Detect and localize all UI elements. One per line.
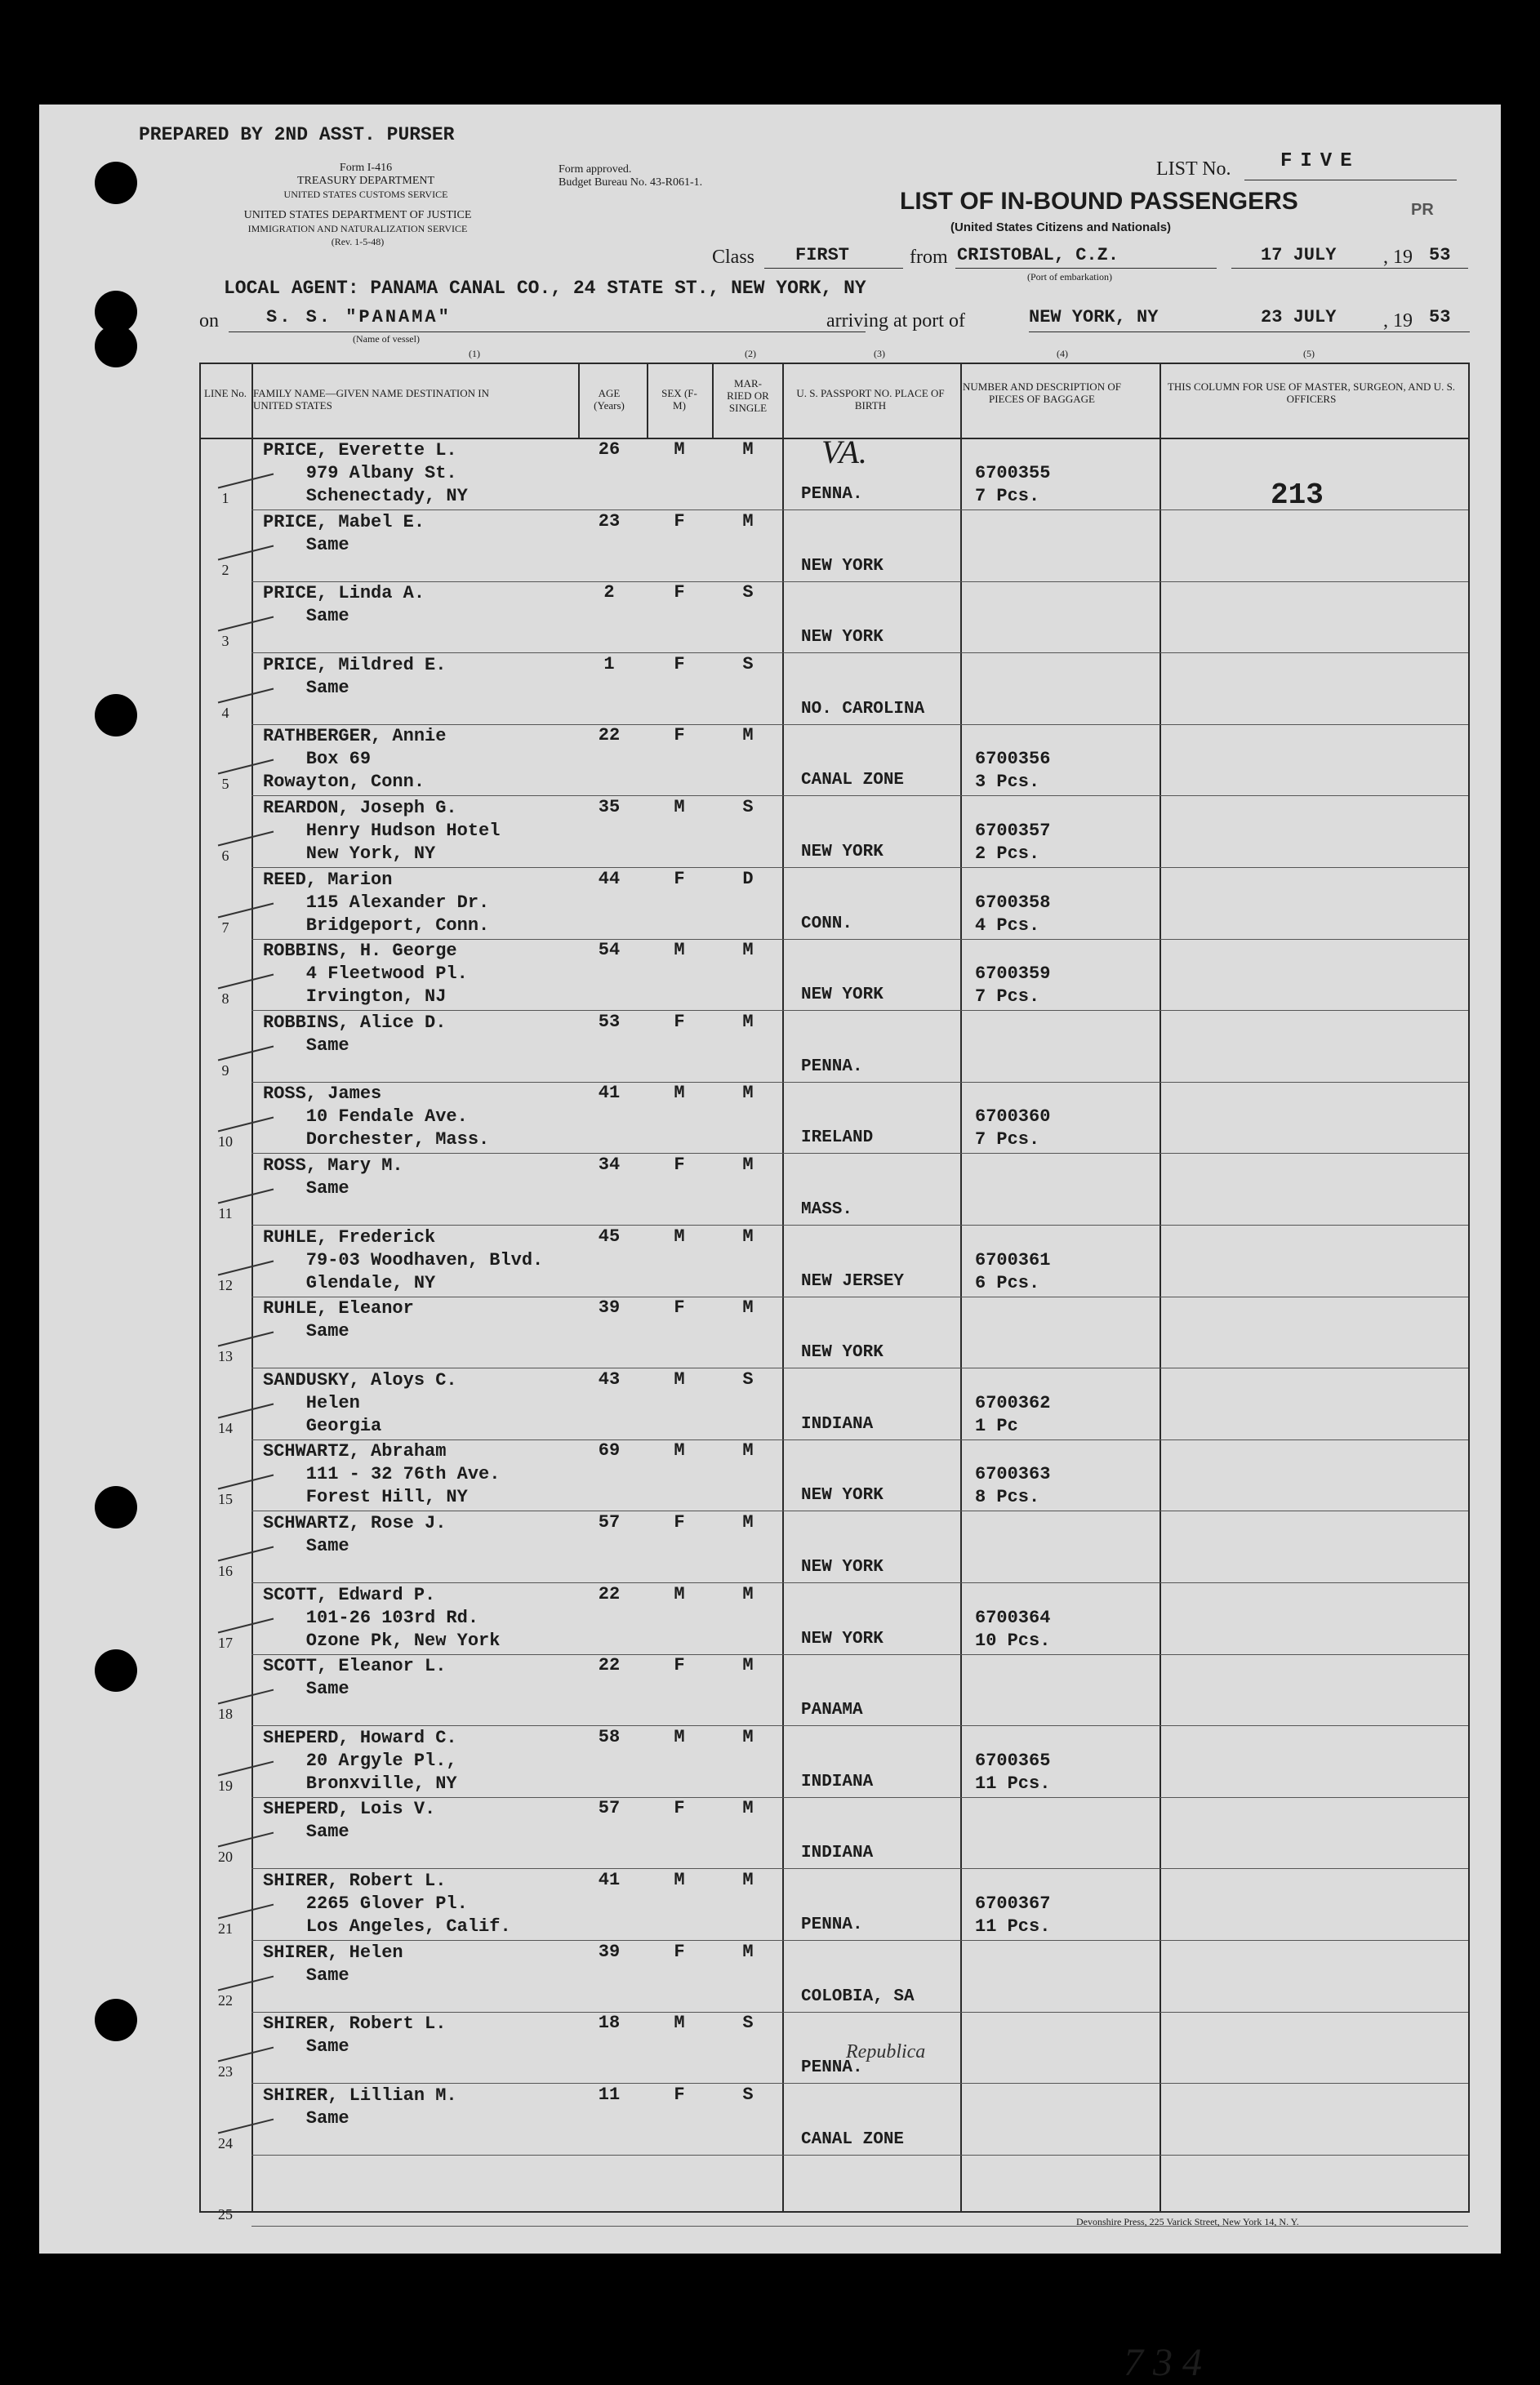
col-num-3: (3) [874, 348, 885, 359]
annotation-republica: Republica [846, 2041, 926, 2062]
page-title: LIST OF IN-BOUND PASSENGERS [900, 188, 1298, 215]
passenger-marital: S [742, 653, 754, 674]
manifest-page [39, 105, 1501, 2384]
place-of-birth: PANAMA [801, 1701, 863, 1720]
passenger-name: SHEPERD, Lois V. Same [263, 1799, 436, 1843]
line-number: 18 [218, 1706, 233, 1723]
form-agency-block [268, 162, 464, 201]
passenger-sex: F [674, 1155, 685, 1175]
arrival-date: 23 JULY [1261, 307, 1337, 327]
passenger-name: PRICE, Mildred E. Same [263, 654, 447, 698]
place-of-birth: NEW YORK [801, 986, 883, 1005]
table-row [201, 725, 1468, 797]
passenger-age: 53 [598, 1011, 621, 1032]
passenger-age: 11 [598, 2084, 621, 2105]
footer-printer: Devonshire Press, 225 Varick Street, New York 14, N. Y. [1076, 2216, 1299, 2227]
revision: (Rev. 1-5-48) [331, 236, 385, 247]
baggage-info: 6700364 10 Pcs. [975, 1607, 1051, 1651]
passenger-marital: M [742, 439, 754, 460]
passenger-marital: M [742, 1083, 754, 1104]
passenger-name: SHIRER, Lillian M. Same [263, 2085, 457, 2129]
passenger-name: SCOTT, Eleanor L. Same [263, 1656, 447, 1700]
line-number: 22 [218, 1991, 233, 2009]
place-of-birth: NEW YORK [801, 843, 883, 861]
passenger-sex: M [674, 940, 685, 961]
place-of-birth: NEW YORK [801, 1486, 883, 1506]
place-of-birth: PENNA. [801, 2058, 863, 2078]
passenger-marital: M [742, 1440, 754, 1462]
table-row [201, 1942, 1468, 2013]
approval-block [559, 163, 702, 189]
baggage-info: 6700358 4 Pcs. [975, 892, 1051, 936]
passenger-marital: M [742, 1941, 754, 1962]
passenger-age: 39 [598, 1941, 621, 1962]
place-of-birth: COLOBIA, SA [801, 1987, 915, 2006]
table-row [201, 1440, 1468, 1512]
place-of-birth: PENNA. [801, 1057, 863, 1076]
passenger-marital: M [742, 1870, 754, 1890]
line-number: 19 [218, 1777, 233, 1794]
col-header-sex: SEX (F-M) [661, 387, 697, 412]
passenger-sex: M [674, 797, 685, 817]
line-number: 4 [221, 704, 229, 721]
class-value: FIRST [795, 245, 850, 265]
passenger-name: ROBBINS, H. George 4 Fleetwood Pl. Irvington, NJ [263, 941, 468, 1008]
local-agent: LOCAL AGENT: PANAMA CANAL CO., 24 STATE ST., NEW YORK, NY [224, 278, 866, 299]
passenger-age: 54 [598, 940, 621, 961]
col-header-line: LINE No. [204, 387, 247, 399]
passenger-sex: F [674, 1297, 685, 1319]
form-number: Form I-416 [339, 162, 393, 174]
passenger-sex: F [674, 725, 685, 746]
passenger-sex: F [674, 653, 685, 674]
passenger-sex: F [674, 1011, 685, 1032]
passenger-age: 57 [598, 1798, 621, 1819]
prepared-by: PREPARED BY 2ND ASST. PURSER [139, 124, 455, 145]
line-number: 13 [218, 1348, 233, 1365]
passenger-marital: M [742, 940, 754, 961]
baggage-info: 6700355 7 Pcs. [975, 463, 1051, 506]
justice-dept: UNITED STATES DEPARTMENT OF JUSTICE [243, 209, 472, 221]
passenger-age: 69 [598, 1440, 621, 1462]
col-num-5: (5) [1303, 348, 1315, 359]
depart-date: 17 JULY [1261, 245, 1337, 265]
table-row [201, 2013, 1468, 2085]
place-of-birth: CONN. [801, 914, 853, 933]
table-row [201, 582, 1468, 654]
passenger-age: 58 [598, 1726, 621, 1747]
vessel-label: (Name of vessel) [353, 333, 420, 345]
line-number: 7 [221, 919, 229, 936]
col-header-baggage: NUMBER AND DESCRIPTION OF PIECES OF BAGGAGE [963, 380, 1121, 405]
table-row [201, 940, 1468, 1012]
passenger-age: 44 [598, 868, 621, 889]
passenger-name: PRICE, Linda A. Same [263, 583, 425, 627]
customs-service: UNITED STATES CUSTOMS SERVICE [283, 189, 448, 200]
passenger-sex: M [674, 1368, 685, 1390]
budget-bureau: Budget Bureau No. 43-R061-1. [559, 176, 703, 189]
col-header-passport: U. S. PASSPORT NO. PLACE OF BIRTH [796, 387, 945, 412]
passenger-marital: M [742, 1297, 754, 1319]
col-header-officers: THIS COLUMN FOR USE OF MASTER, SURGEON, AND U. S. OFFICERS [1167, 380, 1456, 405]
officer-note: 213 [1271, 478, 1324, 512]
line-number: 8 [221, 990, 229, 1008]
line-number: 5 [221, 776, 229, 793]
line-number: 16 [218, 1563, 233, 1579]
embark-label: (Port of embarkation) [1027, 271, 1112, 283]
line-number: 1 [221, 490, 229, 506]
passenger-age: 34 [598, 1155, 621, 1175]
passenger-marital: M [742, 1655, 754, 1676]
passenger-age: 22 [598, 1583, 621, 1604]
list-no-label: LIST No. [1156, 158, 1231, 180]
passenger-sex: M [674, 1440, 685, 1462]
line-number: 6 [221, 848, 229, 864]
place-of-birth: PENNA. [801, 1916, 863, 1934]
baggage-info: 6700363 8 Pcs. [975, 1464, 1051, 1508]
passenger-marital: S [742, 2084, 754, 2105]
col-num-4: (4) [1057, 348, 1068, 359]
passenger-sex: M [674, 1583, 685, 1604]
place-of-birth: NEW YORK [801, 556, 883, 576]
col-header-name: FAMILY NAME—GIVEN NAME DESTINATION IN UNITED STATES [253, 387, 490, 412]
passenger-sex: M [674, 2013, 685, 2034]
passenger-name: REARDON, Joseph G. Henry Hudson Hotel New York, NY [263, 798, 501, 864]
on-label: on [199, 310, 219, 331]
passenger-marital: M [742, 1583, 754, 1604]
table-row [201, 1584, 1468, 1656]
passenger-marital: D [742, 868, 754, 889]
immigration-service: IMMIGRATION AND NATURALIZATION SERVICE [247, 223, 468, 234]
line-number: 17 [218, 1634, 233, 1651]
passenger-sex: M [674, 1083, 685, 1104]
table-row [201, 1727, 1468, 1799]
passenger-age: 22 [598, 725, 621, 746]
table-row [201, 654, 1468, 726]
baggage-info: 6700361 6 Pcs. [975, 1249, 1051, 1293]
baggage-info: 6700356 3 Pcs. [975, 749, 1051, 793]
arrival-year: 53 [1429, 307, 1451, 327]
place-of-birth: INDIANA [801, 1844, 874, 1863]
passenger-name: RATHBERGER, Annie Box 69 Rowayton, Conn. [263, 726, 447, 793]
passenger-age: 35 [598, 797, 621, 817]
line-number: 10 [218, 1133, 233, 1150]
passenger-sex: M [674, 439, 685, 460]
passenger-age: 45 [598, 1226, 621, 1247]
arrival-port: NEW YORK, NY [1029, 307, 1159, 327]
table-row [201, 511, 1468, 583]
depart-year: 53 [1429, 245, 1451, 265]
passenger-name: SCHWARTZ, Abraham 111 - 32 76th Ave. Forest Hill, NY [263, 1441, 501, 1508]
baggage-info: 6700359 7 Pcs. [975, 963, 1051, 1008]
passenger-age: 39 [598, 1297, 621, 1319]
place-of-birth: PENNA. [801, 485, 863, 504]
passenger-name: PRICE, Mabel E. Same [263, 511, 425, 555]
passenger-marital: M [742, 1512, 754, 1533]
passenger-sex: F [674, 1798, 685, 1819]
passenger-marital: M [742, 725, 754, 746]
table-row [201, 797, 1468, 869]
passenger-name: SHIRER, Robert L. 2265 Glover Pl. Los Angeles, Calif. [263, 1871, 511, 1937]
punch-hole [95, 162, 137, 204]
list-no-value: FIVE [1280, 150, 1360, 172]
passenger-sex: M [674, 1226, 685, 1247]
place-of-birth: NEW YORK [801, 1558, 883, 1577]
table-row [201, 1369, 1468, 1441]
passenger-age: 22 [598, 1655, 621, 1676]
place-of-birth: INDIANA [801, 1772, 874, 1791]
line-number: 25 [218, 2206, 233, 2223]
passenger-marital: M [742, 1798, 754, 1819]
from-label: from [910, 247, 948, 268]
passenger-marital: M [742, 1011, 754, 1032]
passenger-sex: F [674, 868, 685, 889]
passenger-name: SHIRER, Helen Same [263, 1942, 403, 1986]
baggage-info: 6700360 7 Pcs. [975, 1106, 1051, 1150]
line-number: 23 [218, 2063, 233, 2080]
passenger-marital: S [742, 1368, 754, 1390]
table-row [201, 1155, 1468, 1226]
passenger-name: SHEPERD, Howard C. 20 Argyle Pl., Bronxville, NY [263, 1727, 457, 1794]
line-number: 9 [221, 1061, 229, 1079]
punch-hole [95, 1649, 137, 1692]
passenger-age: 43 [598, 1368, 621, 1390]
page-subtitle: (United States Citizens and Nationals) [950, 220, 1172, 234]
passenger-age: 1 [603, 653, 615, 674]
passenger-sex: F [674, 510, 685, 532]
arrival-year-prefix: , 19 [1383, 310, 1413, 331]
place-of-birth: NEW YORK [801, 628, 883, 647]
table-row [201, 1012, 1468, 1083]
line-number: 11 [218, 1205, 233, 1221]
passenger-marital: S [742, 2013, 754, 2034]
punch-hole [95, 1486, 137, 1528]
table-row [201, 869, 1468, 941]
place-of-birth: IRELAND [801, 1128, 874, 1148]
table-row [201, 2085, 1468, 2156]
place-of-birth: NEW JERSEY [801, 1271, 905, 1291]
passenger-name: SCOTT, Edward P. 101-26 103rd Rd. Ozone Pk, New York [263, 1584, 501, 1651]
baggage-info: 6700357 2 Pcs. [975, 821, 1051, 864]
passenger-sex: F [674, 1655, 685, 1676]
place-of-birth: CANAL ZONE [801, 771, 905, 790]
line-number: 12 [218, 1276, 233, 1293]
passenger-marital: M [742, 1226, 754, 1247]
form-approved: Form approved. [559, 163, 632, 176]
table-row [201, 1083, 1468, 1155]
line-number: 14 [218, 1419, 233, 1436]
treasury-dept: TREASURY DEPARTMENT [296, 175, 435, 187]
table-row [201, 1297, 1468, 1369]
col-header-age: AGE (Years) [594, 387, 625, 412]
baggage-info: 6700365 11 Pcs. [975, 1750, 1051, 1794]
signature-note: 7 3 4 [1124, 2341, 1202, 2384]
line-number: 20 [218, 1849, 233, 1866]
table-row [201, 1798, 1468, 1870]
margin-mark: PR [1411, 201, 1434, 219]
passenger-marital: M [742, 1155, 754, 1175]
passenger-sex: M [674, 1726, 685, 1747]
passenger-name: RUHLE, Frederick 79-03 Woodhaven, Blvd. Glendale, NY [263, 1226, 544, 1293]
punch-hole [95, 325, 137, 367]
line-number: 21 [218, 1920, 233, 1937]
table-row [201, 1655, 1468, 1727]
place-of-birth: NO. CAROLINA [801, 699, 925, 719]
passenger-age: 23 [598, 510, 621, 532]
passenger-name: ROSS, Mary M. Same [263, 1155, 403, 1199]
passenger-name: SHIRER, Robert L. Same [263, 2013, 447, 2058]
justice-block [194, 209, 521, 248]
vessel-name: S. S. "PANAMA" [266, 307, 452, 327]
place-of-birth: CANAL ZONE [801, 2129, 905, 2149]
annotation-va: VA. [821, 434, 867, 470]
arriving-label: arriving at port of [826, 310, 965, 331]
place-of-birth: NEW YORK [801, 1629, 883, 1649]
line-number: 24 [218, 2134, 233, 2151]
passenger-age: 57 [598, 1512, 621, 1533]
line-number: 2 [221, 561, 229, 578]
passenger-name: RUHLE, Eleanor Same [263, 1298, 414, 1342]
punch-hole [95, 1999, 137, 2041]
passenger-age: 41 [598, 1870, 621, 1890]
table-row [201, 1870, 1468, 1942]
passenger-age: 41 [598, 1083, 621, 1104]
passenger-age: 18 [598, 2013, 621, 2034]
passenger-marital: M [742, 510, 754, 532]
passenger-sex: F [674, 1512, 685, 1533]
col-num-1: (1) [469, 348, 480, 359]
depart-year-prefix: , 19 [1383, 247, 1413, 268]
table-row [201, 1226, 1468, 1298]
line-number: 15 [218, 1491, 233, 1508]
passenger-name: SANDUSKY, Aloys C. Helen Georgia [263, 1369, 457, 1436]
passenger-marital: S [742, 797, 754, 817]
line-number: 3 [221, 633, 229, 650]
place-of-birth: NEW YORK [801, 1343, 883, 1363]
passenger-marital: M [742, 1726, 754, 1747]
passenger-name: SCHWARTZ, Rose J. Same [263, 1513, 447, 1556]
place-of-birth: MASS. [801, 1200, 853, 1219]
class-label: Class [712, 247, 755, 268]
passenger-sex: F [674, 2084, 685, 2105]
passenger-name: PRICE, Everette L. 979 Albany St. Schenectady, NY [263, 440, 468, 506]
passenger-sex: F [674, 1941, 685, 1962]
table-row [201, 1512, 1468, 1584]
passenger-marital: S [742, 582, 754, 603]
punch-hole [95, 694, 137, 736]
passenger-age: 26 [598, 439, 621, 460]
col-header-married: MAR-RIED OR SINGLE [727, 377, 769, 414]
baggage-info: 6700367 11 Pcs. [975, 1893, 1051, 1937]
passenger-name: REED, Marion 115 Alexander Dr. Bridgeport, Conn. [263, 869, 490, 936]
baggage-info: 6700362 1 Pc [975, 1392, 1051, 1436]
passenger-name: ROBBINS, Alice D. Same [263, 1012, 447, 1056]
col-num-2: (2) [745, 348, 756, 359]
place-of-birth: INDIANA [801, 1414, 874, 1434]
from-value: CRISTOBAL, C.Z. [957, 245, 1119, 265]
passenger-age: 2 [603, 582, 615, 603]
passenger-sex: M [674, 1870, 685, 1890]
passenger-sex: F [674, 582, 685, 603]
passenger-name: ROSS, James 10 Fendale Ave. Dorchester, Mass. [263, 1083, 490, 1150]
